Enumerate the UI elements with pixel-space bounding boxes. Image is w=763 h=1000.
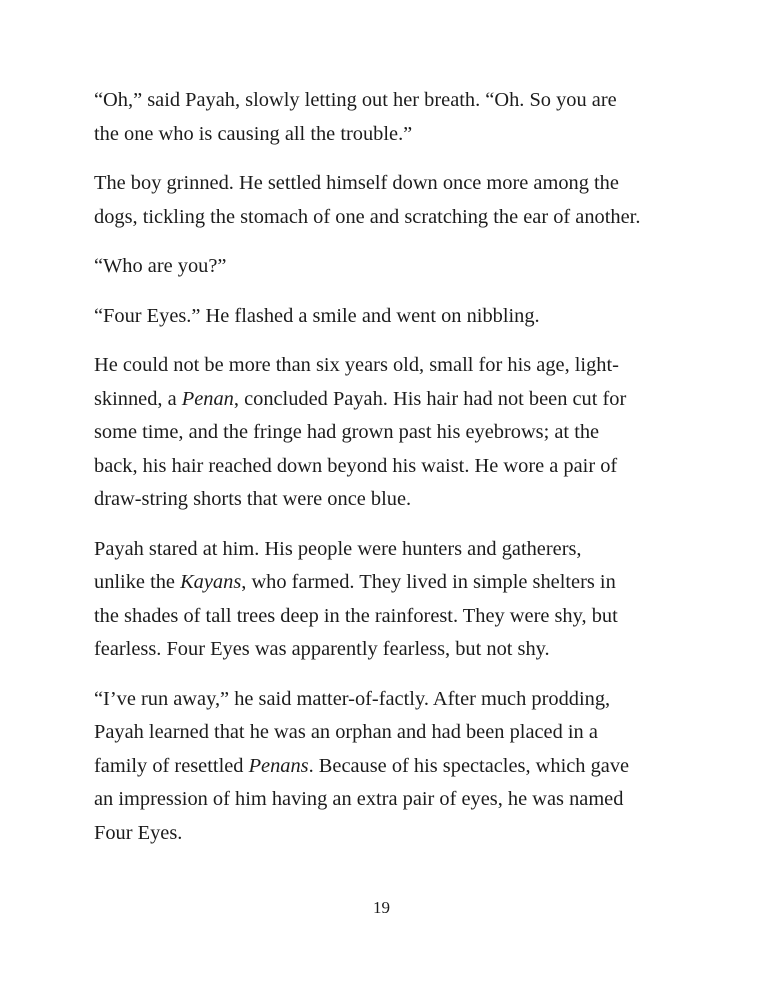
paragraph [94,300,674,334]
text-run: “I’ve run away,” he said matter-of-factly. After much prodding, Payah learned that he was an orphan and had been placed in a family of resettled [94,687,611,777]
paragraph [94,167,674,234]
text-run: , concluded Payah. His hair had not been cut for some time, and the fringe had grown past his eyebrows; at the back, his hair reached down beyond his waist. He wore a pair of draw-string shorts that were once blue. [94,387,627,510]
text-run: , who farmed. They lived in simple shelters in the shades of tall trees deep in the rainforest. They were shy, but fearless. Four Eyes was apparently fearless, but not shy. [94,571,618,660]
text-run: . Because of his spectacles, which gave an impression of him having an extra pair of eyes, he was named Four Eyes. [94,754,630,844]
text-run: “Who are you?” [94,255,227,277]
paragraph [94,349,674,517]
text-run: “Four Eyes.” He flashed a smile and went on nibbling. [94,304,540,327]
italic-text: Kayans [180,571,242,593]
paragraph [94,683,674,851]
text-run: “Oh,” said Payah, slowly letting out her breath. “Oh. So you are the one who is causing all the trouble.” [94,89,617,145]
paragraph [94,84,674,151]
italic-text: Penan [181,387,234,410]
paragraph [94,533,674,667]
text-run: The boy grinned. He settled himself down once more among the dogs, tickling the stomach of one and scratching the ear of another. [94,172,641,228]
italic-text: Penans [248,754,309,777]
text-run: He could not be more than six years old, small for his age, light- skinned, a [94,354,619,410]
text-run: Payah stared at him. His people were hunters and gatherers, unlike the [94,537,582,593]
body-text [94,84,674,866]
page-number: 19 [373,898,390,917]
paragraph [94,250,674,284]
